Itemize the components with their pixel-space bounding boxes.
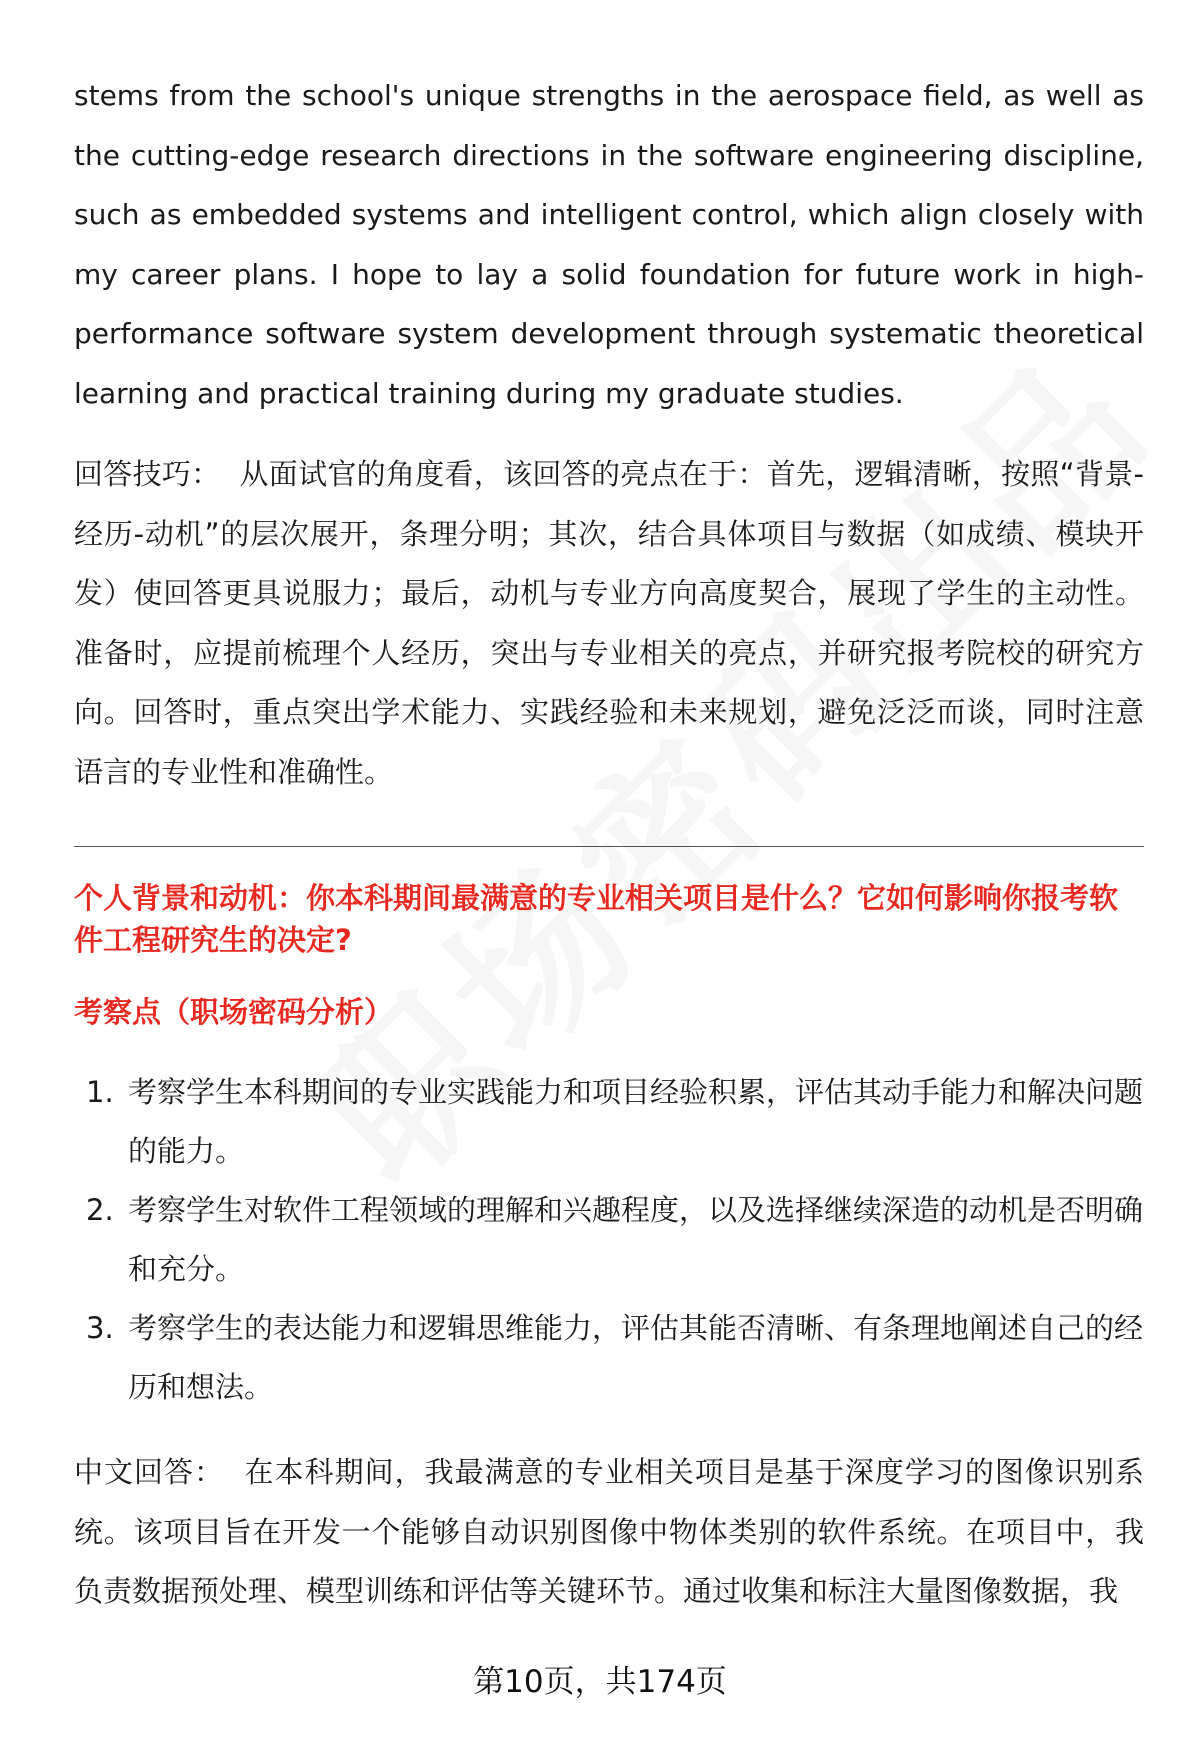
chinese-answer-paragraph bbox=[74, 1443, 1144, 1622]
assessment-heading: 考察点（职场密码分析） bbox=[74, 995, 394, 1029]
list-item-text: 考察学生对软件工程领域的理解和兴趣程度，以及选择继续深造的动机是否明确和充分。 bbox=[128, 1193, 1144, 1286]
english-answer-paragraph: stems from the school's unique strengths in the aerospace field, as well as the cutting-edge research directions in the software engineering discipline, such as embedded systems and intelligent control, which align closely with my career plans. I hope to lay a solid foundation for future work in high-performance software system development through systematic theoretical learning and practical training during my graduate studies. bbox=[74, 79, 1144, 410]
tips-label: 回答技巧： bbox=[74, 457, 221, 491]
answer-label: 中文回答： bbox=[74, 1455, 225, 1489]
list-item-text: 考察学生的表达能力和逻辑思维能力，评估其能否清晰、有条理地阐述自己的经历和想法。 bbox=[128, 1311, 1144, 1404]
list-item bbox=[74, 1181, 1144, 1299]
list-item-number: 3. bbox=[86, 1311, 114, 1345]
tips-text: 从面试官的角度看，该回答的亮点在于：首先，逻辑清晰，按照“背景-经历-动机”的层次展开，条理分明；其次，结合具体项目与数据（如成绩、模块开发）使回答更具说服力；最后，动机与专业方向高度契合，展现了学生的主动性。准备时，应提前梳理个人经历，突出与专业相关的亮点，并研究报考院校的研究方向。回答时，重点突出学术能力、实践经验和未来规划，避免泛泛而谈，同时注意语言的专业性和准确性。 bbox=[74, 457, 1145, 789]
page-number: 第10页，共174页 bbox=[473, 1664, 727, 1700]
section-divider bbox=[74, 846, 1144, 847]
question-heading: 个人背景和动机：你本科期间最满意的专业相关项目是什么？它如何影响你报考软件工程研究生的决定? bbox=[74, 881, 1119, 957]
answer-text: 在本科期间，我最满意的专业相关项目是基于深度学习的图像识别系统。该项目旨在开发一个能够自动识别图像中物体类别的软件系统。在项目中，我负责数据预处理、模型训练和评估等关键环节。通过收集和标注大量图像数据，我 bbox=[74, 1455, 1144, 1608]
assessment-list bbox=[74, 1063, 1144, 1417]
list-item bbox=[74, 1063, 1144, 1181]
list-item-text: 考察学生本科期间的专业实践能力和项目经验积累，评估其动手能力和解决问题的能力。 bbox=[128, 1075, 1144, 1168]
list-item bbox=[74, 1299, 1144, 1417]
list-item-number: 2. bbox=[86, 1193, 114, 1227]
list-item-number: 1. bbox=[86, 1075, 114, 1109]
answer-tips-paragraph bbox=[74, 445, 1144, 802]
document-page bbox=[74, 66, 1144, 1622]
